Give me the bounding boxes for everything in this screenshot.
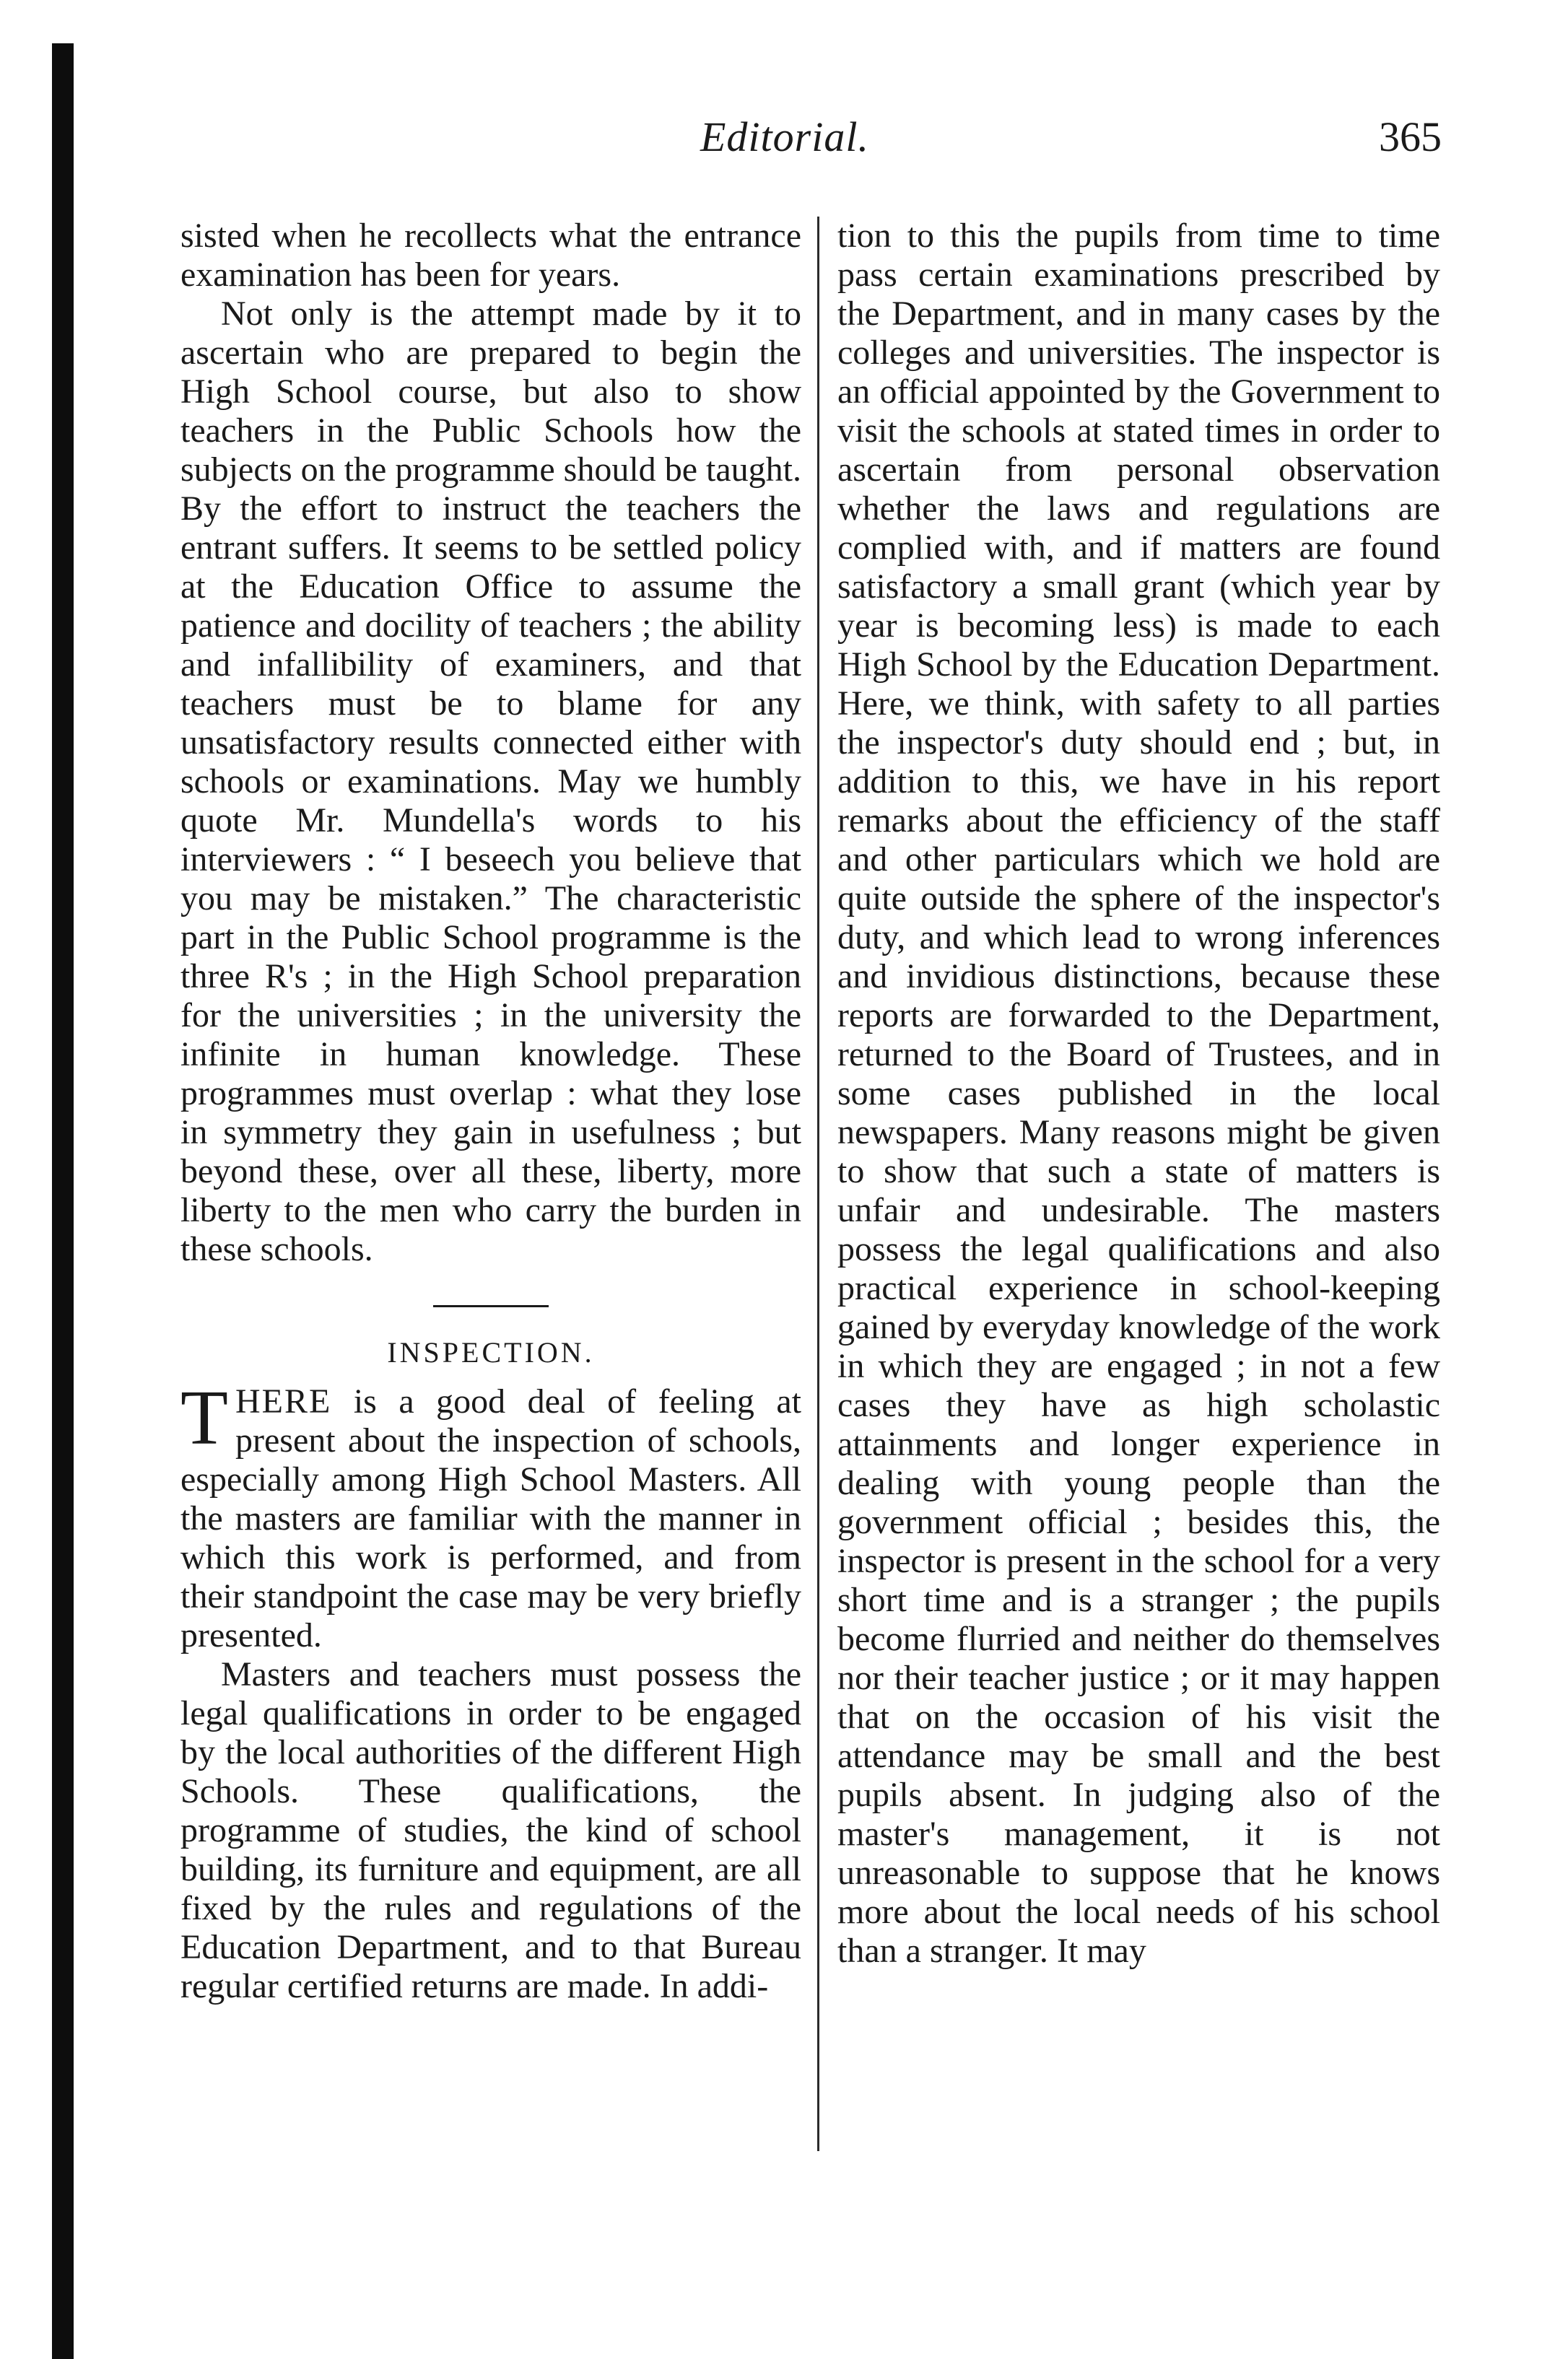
- right-column: [837, 217, 1440, 1971]
- running-header: [0, 108, 1568, 166]
- paragraph-inspection-continued: tion to this the pupils from time to time pass certain examinations prescribed by the Department, and in many cases by the colleges and universities. The inspector is an official appointed by the Government to visit the schools at stated times in order to ascertain from personal observation whether the laws and regulations are complied with, and if matters are found satisfactory a small grant (which year by year is becoming less) is made to each High School by the Education Department. Here, we think, with safety to all parties the inspector's duty should end ; but, in addition to this, we have in his report remarks about the efficiency of the staff and other particulars which we hold are quite outside the sphere of the inspector's duty, and which lead to wrong inferences and invidious distinctions, because these reports are forwarded to the Department, returned to the Board of Trustees, and in some cases published in the local newspapers. Many reasons might be given to show that such a state of matters is unfair and undesirable. The masters possess the legal qualifications and also practical experience in school-keeping gained by everyday knowledge of the work in which they are engaged ; in not a few cases they have as high scholastic attainments and longer experience in dealing with young people than the government official ; besides this, the inspector is present in the school for a very short time and is a stranger ; the pupils become flurried and neither do themselves nor their teacher justice ; or it may happen that on the occasion of his visit the attendance may be small and the best pupils absent. In judging also of the master's management, it is not unreasonable to suppose that he knows more about the local needs of his school than a stranger. It may: [837, 217, 1440, 1970]
- page-binding-edge: [52, 43, 74, 2359]
- drop-cap: T: [180, 1375, 228, 1461]
- paragraph-inspection-intro-text: is a good deal of feeling at present about the inspection of schools, especially among High School Masters. All the masters are familiar with the manner in which this work is performed, and from their standpoint the case may be very briefly presented.: [180, 1382, 801, 1654]
- paragraph-continued: sisted when he recollects what the entrance examination has been for years.: [180, 217, 801, 294]
- page-number: 365: [1379, 113, 1442, 160]
- paragraph-inspection-intro: [180, 1375, 801, 1655]
- running-title: Editorial.: [700, 113, 869, 160]
- section-heading-inspection: INSPECTION.: [387, 1336, 595, 1369]
- column-divider: [817, 217, 819, 2151]
- paragraph-masters-qualifications: Masters and teachers must possess the legal qualifications in order to be engaged by the local authorities of the different High Schools. These qualifications, the programme of studies, the kind of school building, its furniture and equipment, are all fixed by the rules and regulations of the Education Department, and to that Bureau regular certified returns are made. In addi-: [180, 1655, 801, 2005]
- paragraph-entrance-examination: Not only is the attempt made by it to ascertain who are prepared to begin the High School course, but also to show teachers in the Public Schools how the subjects on the programme should be taught. By the effort to instruct the teachers the entrant suffers. It seems to be settled policy at the Education Office to assume the patience and docility of teachers ; the ability and infallibility of examiners, and that teachers must be to blame for any unsatisfactory results connected either with schools or examinations. May we humbly quote Mr. Mundella's words to his interviewers : “ I beseech you believe that you may be mistaken.” The characteristic part in the Public School programme is the three R's ; in the High School preparation for the universities ; in the university the infinite in human knowledge. These programmes must overlap : what they lose in symmetry they gain in usefulness ; but beyond these, over all these, liberty, more liberty to the men who carry the burden in these schools.: [180, 295, 801, 1268]
- left-column: [180, 217, 801, 2006]
- lead-in-word: HERE: [235, 1382, 332, 1421]
- section-divider: [433, 1305, 549, 1307]
